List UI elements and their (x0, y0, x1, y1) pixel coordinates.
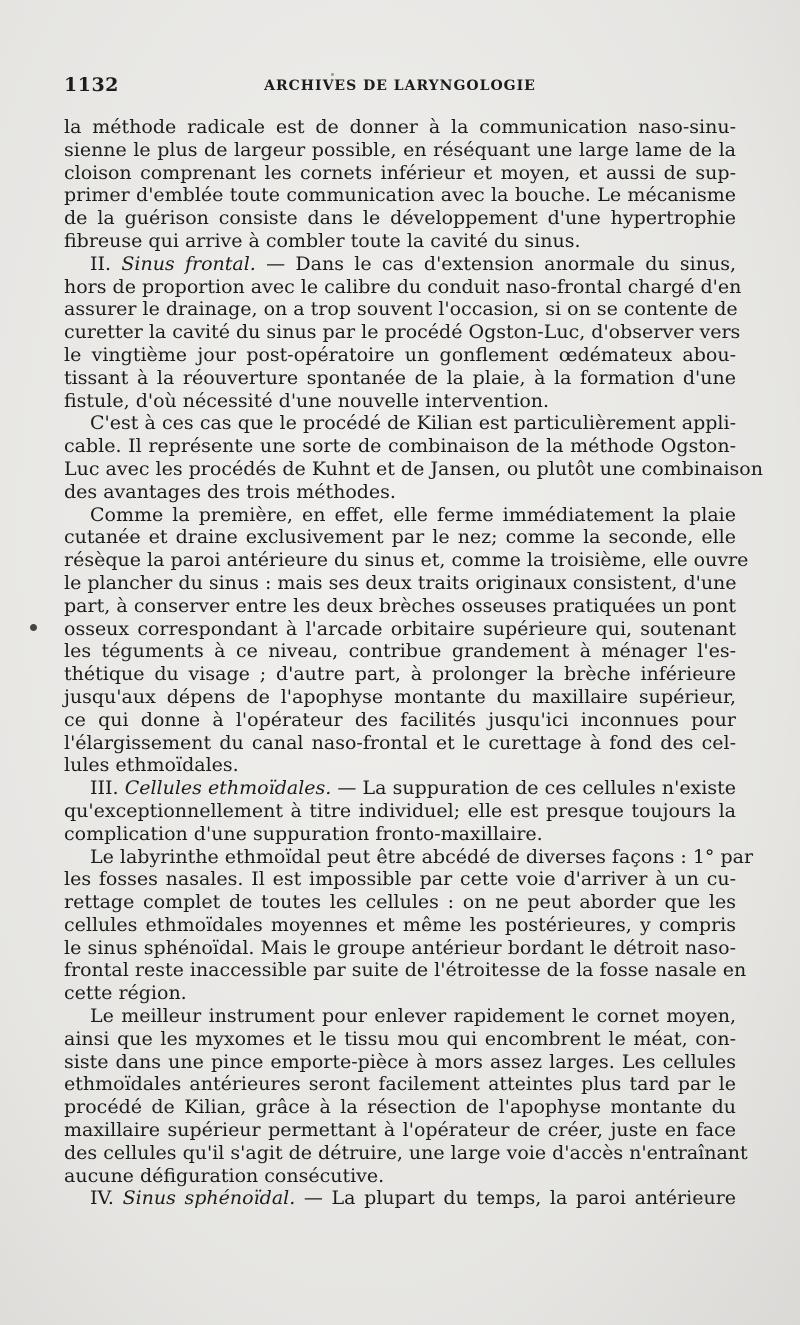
section-heading: Sinus sphénoïdal. (122, 1187, 296, 1210)
text-line: procédé de Kilian, grâce à la résection de l'apophyse montante du (64, 1096, 736, 1119)
text-line: la méthode radicale est de donner à la communication naso-sinu- (64, 116, 736, 138)
text-line: qu'exceptionnellement à titre individuel; elle est presque toujours la (64, 799, 736, 822)
text-line: cellules ethmoïdales moyennes et même les postérieures, y compris (64, 913, 736, 936)
body-text (64, 116, 763, 1210)
text-line (64, 1187, 736, 1210)
text-line: part, à conserver entre les deux brèches osseuses pratiquées un pont (64, 594, 736, 617)
text-line: Luc avec les procédés de Kuhnt et de Jansen, ou plutôt une combinaison (64, 457, 763, 480)
section-text: — Dans le cas d'extension anormale du sinus, (255, 252, 736, 275)
text-line: Comme la première, en effet, elle ferme immédiatement la plaie (90, 503, 736, 526)
text-line: primer d'emblée toute communication avec la bouche. Le mécanisme (64, 184, 736, 207)
text-line: fibreuse qui arrive à combler toute la cavité du sinus. (64, 229, 581, 252)
text-line (64, 253, 736, 276)
text-line: sienne le plus de largeur possible, en réséquant une large lame de la (64, 138, 736, 161)
text-line: le plancher du sinus : mais ses deux traits originaux consistent, d'une (64, 571, 737, 594)
text-line: l'élargissement du canal naso-frontal et le curettage à fond des cel- (64, 731, 736, 754)
text-line (64, 777, 736, 800)
text-line: ethmoïdales antérieures seront facilement atteintes plus tard par le (64, 1073, 736, 1096)
section-text: — La plupart du temps, la paroi antérieure (295, 1187, 737, 1210)
text-line: thétique du visage ; d'autre part, à prolonger la brèche inférieure (64, 663, 736, 686)
text-line: curetter la cavité du sinus par le procédé Ogston-Luc, d'observer vers (64, 321, 741, 344)
text-line: C'est à ces cas que le procédé de Kilian est particulièrement appli- (90, 412, 736, 435)
text-line: ce qui donne à l'opérateur des facilités jusqu'ici inconnues pour (64, 708, 736, 731)
text-line: cloison comprenant les cornets inférieur et moyen, et aussi de sup- (64, 161, 736, 184)
text-line: des cellules qu'il s'agit de détruire, une large voie d'accès n'entraînant (64, 1141, 748, 1164)
text-line: Le labyrinthe ethmoïdal peut être abcédé de diverses façons : 1° par (90, 845, 754, 868)
text-line: complication d'une suppuration fronto-maxillaire. (64, 822, 543, 845)
text-line: frontal reste inaccessible par suite de l'étroitesse de la fosse nasale en (64, 959, 747, 982)
text-line: fistule, d'où nécessité d'une nouvelle intervention. (64, 389, 550, 412)
page-header (64, 74, 736, 98)
section-numeral: IV. (90, 1187, 123, 1210)
section-heading: Cellules ethmoïdales. (124, 777, 332, 800)
text-line: des avantages des trois méthodes. (64, 480, 396, 503)
text-line: résèque la paroi antérieure du sinus et, comme la troisième, elle ouvre (64, 549, 749, 572)
text-line: siste dans une pince emporte-pièce à mors assez larges. Les cellules (64, 1050, 736, 1073)
text-line: lules ethmoïdales. (64, 754, 239, 777)
text-line: tissant à la réouverture spontanée de la plaie, à la formation d'une (64, 366, 736, 389)
running-title: ARCHIVES DE LARYNGOLOGIE (264, 78, 536, 94)
section-text: — La suppuration de ces cellules n'existe (331, 777, 736, 800)
section-numeral: II. (90, 252, 122, 275)
text-line: hors de proportion avec le calibre du conduit naso-frontal chargé d'en (64, 275, 742, 298)
text-line: les téguments à ce niveau, contribue grandement à ménager l'es- (64, 640, 736, 663)
section-numeral: III. (90, 777, 125, 800)
text-line: rettage complet de toutes les cellules : on ne peut aborder que les (64, 891, 736, 914)
section-heading: Sinus frontal. (121, 252, 256, 275)
margin-dot (30, 624, 37, 631)
text-line: jusqu'aux dépens de l'apophyse montante du maxillaire supérieur, (64, 685, 736, 708)
text-line: le vingtième jour post-opératoire un gonflement œdémateux abou- (64, 343, 736, 366)
text-line: ainsi que les myxomes et le tissu mou qui encombrent le méat, con- (64, 1027, 736, 1050)
text-line: cette région. (64, 982, 187, 1005)
page-number: 1132 (64, 74, 119, 96)
text-line: osseux correspondant à l'arcade orbitaire supérieure qui, soutenant (64, 617, 736, 640)
text-line: le sinus sphénoïdal. Mais le groupe antérieur bordant le détroit naso- (64, 936, 736, 959)
text-line: cable. Il représente une sorte de combinaison de la méthode Ogston- (64, 435, 736, 458)
text-line: assurer le drainage, on a trop souvent l'occasion, si on se contente de (64, 298, 738, 321)
text-line: les fosses nasales. Il est impossible par cette voie d'arriver à un cu- (64, 868, 736, 891)
text-line: cutanée et draine exclusivement par le nez; comme la seconde, elle (64, 526, 736, 549)
text-line: maxillaire supérieur permettant à l'opérateur de créer, juste en face (64, 1119, 736, 1142)
text-line: Le meilleur instrument pour enlever rapidement le cornet moyen, (90, 1005, 736, 1028)
text-line: de la guérison consiste dans le développement d'une hypertrophie (64, 207, 736, 230)
text-line: aucune défiguration consécutive. (64, 1164, 385, 1187)
